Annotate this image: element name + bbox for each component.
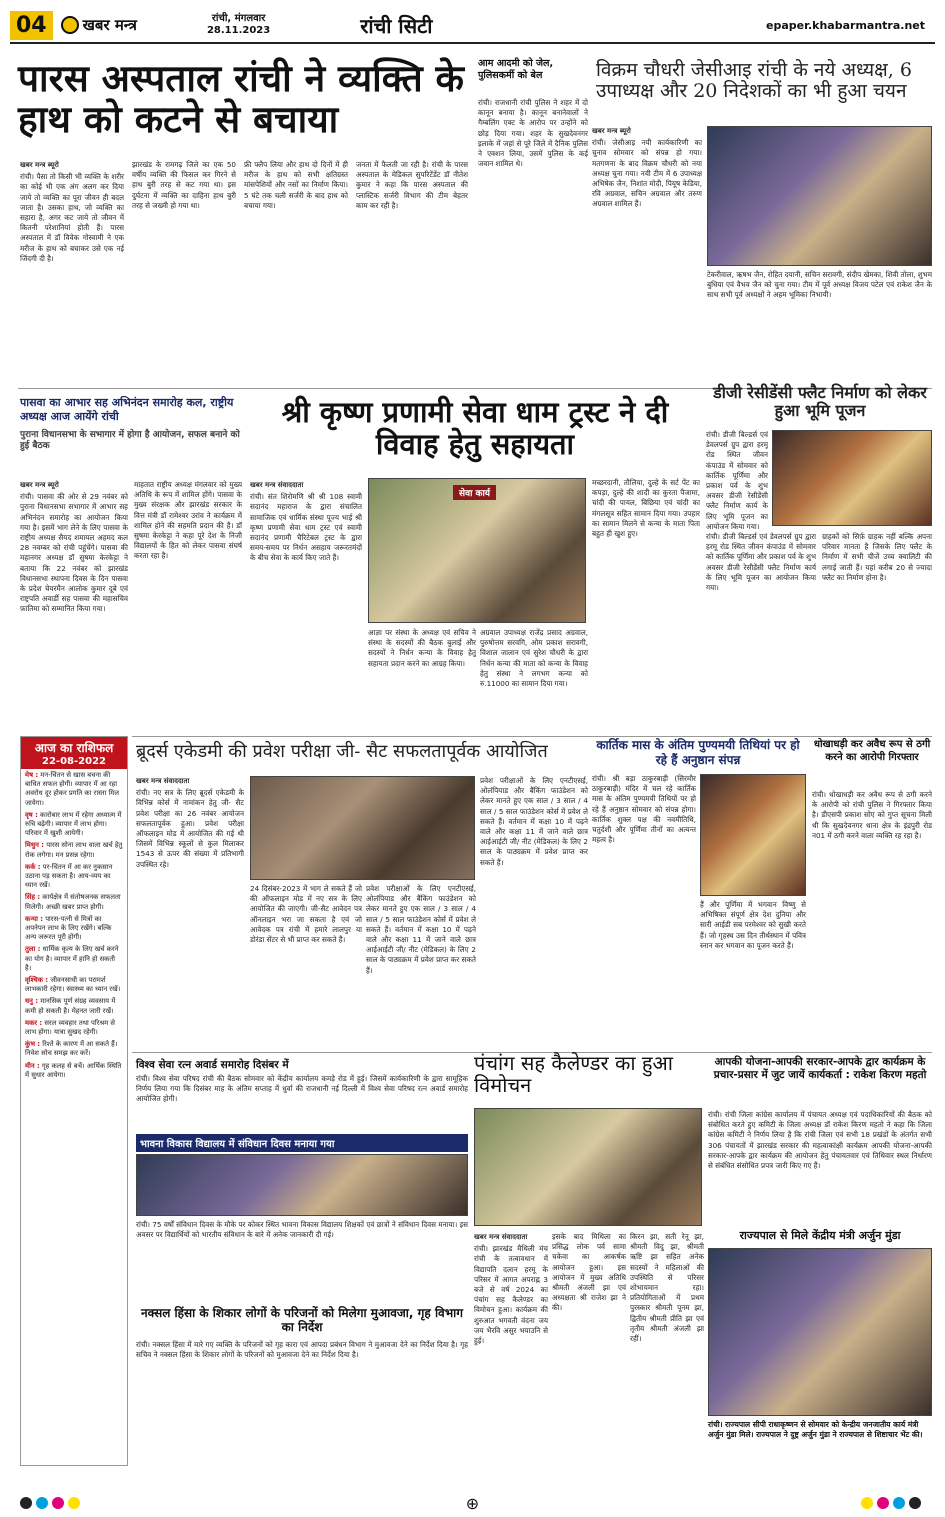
rashi-sign: मीन : bbox=[25, 1061, 40, 1070]
vishwa-body: रांची। विश्व सेवा परिषद रांची की बैठक सोमवार को केंद्रीय कार्यालय कमड़े रोड में हुई। जिसमें कार्यकारिणी के द्वारा सामूहिक निर्णय लिया गया कि दिसंबर माह के अंतिम सप्ताह में धुर्वा की राजधानी नई दिल्ली में विश्व सेवा परिषद रत्न अवार्ड समारोह आयोजित होगी। bbox=[136, 1074, 468, 1104]
rashi-text: पारस-पत्नी से मित्रों का अपनेपन लाभ के लिए रखेंगे। बल्कि अन्य जरूरत पूरी होगी। bbox=[25, 914, 112, 942]
panchang-byline: खबर मन्त्र संवाददाता bbox=[474, 1233, 528, 1241]
rashi-item bbox=[25, 841, 123, 859]
rashi-item bbox=[25, 863, 123, 891]
calendar-release-photo bbox=[474, 1108, 702, 1226]
panchang-col-1 bbox=[474, 1232, 548, 1466]
rashi-item bbox=[25, 811, 123, 839]
rashi-text: पर-चिंतन में आ कर नुकसान उठाना पड़ सकता है। आय-व्यय का ध्यान रखें। bbox=[25, 862, 113, 890]
pasva-col-1 bbox=[20, 480, 128, 730]
dg-col-2: रांची। डीजी बिल्डर्स एवं डेवलपर्स ग्रुप द्वारा हरमू रोड स्थित जीवन कंपाउंड में सोमवार को कार्तिक पूर्णिमा और प्रकाश पर्व के शुभ अवसर डीजी रेसीडेंसी फ्लैट निर्माण कार्य के लिए भूमि पूजन का आयोजन किया गया। bbox=[706, 532, 816, 593]
rashi-sign: वृश्चिक : bbox=[25, 976, 49, 985]
section-title: रांची सिटी bbox=[360, 13, 433, 38]
panchang-headline: पंचांग सह कैलेण्डर का हुआ विमोचन bbox=[474, 1051, 673, 1098]
bruders-col-4: प्रवेश परीक्षाओं के लिए एनटीएसई, ओलंपियाड और बैंकिंग फाउंडेशन को लेकर मानते हुए एक साल / 3 साल / 4 साल / 5 साल फाउंडेशन कोर्स में प्रवेश ले सकते हैं। वर्तमान में कक्षा 10 में पढ़ने वाले और कक्षा 11 में जाने वाले छात्र आईआईटी जी/ नीट (मेडिकल) के लिए 2 साल के पाठ्यक्रम में प्रवेश प्राप्त कर सकते हैं। bbox=[480, 776, 588, 867]
rashifal-box bbox=[20, 736, 128, 1466]
rashi-text: मन-चिंतन से खास बचना की बाधित सफल होगी। व्यापार में आ रहा अवरोध दूर होकर प्रगति का रास्ता मिल जायेगा। bbox=[25, 771, 119, 807]
paras-col-1 bbox=[20, 160, 124, 380]
rashi-sign: मकर : bbox=[25, 1018, 43, 1027]
exam-hall-photo bbox=[250, 776, 475, 880]
jci-group-photo bbox=[707, 126, 932, 266]
pranami-byline: खबर मन्त्र संवाददाता bbox=[250, 481, 304, 489]
rashi-text: रिश्ते के कारण में आ सकते हैं। निवेश सोच समझ कर करें। bbox=[25, 1040, 118, 1058]
kartik-col-2: हैं और पूर्णिमा में भगवान विष्णु से अभिषिक्त संपूर्ण क्षेत्र देश दुनिया और सारी आईडी सब परमेश्वर को सुखी करते हैं। जो गृहस्थ उस दिन तीर्थस्थान में पवित्र स्नान कर भगवान का पूजन करते हैं। bbox=[700, 900, 806, 950]
yellow-dot bbox=[68, 1497, 80, 1509]
masthead bbox=[10, 8, 935, 44]
brand-icon bbox=[61, 16, 79, 34]
rashi-item bbox=[25, 915, 123, 943]
pranami-col-1 bbox=[250, 480, 362, 730]
rashi-item bbox=[25, 945, 123, 973]
black-dot bbox=[909, 1497, 921, 1509]
issue-date: 28.11.2023 bbox=[206, 25, 271, 36]
photo-banner: सेवा कार्य bbox=[453, 485, 496, 500]
rashi-text: मानसिक पूर्ण संग्रह व्यवसाय में कमी हो सकती है। मेहनत जारी रखें। bbox=[25, 997, 116, 1015]
rashi-item bbox=[25, 997, 123, 1015]
rashi-text: सरल व्यवहार तथा परिश्रम से लाभ होगा। यात्रा सुखद रहेगी। bbox=[25, 1018, 115, 1037]
dg-col-3: ग्राहकों को सिर्फ़ ग्राहक नहीं बल्कि अपना परिवार मानता है जिसके लिए फ्लैट के निर्माण में सभी चीजें उच्च क्वालिटी की लगाई जाती हैं। यहां करीब 20 से ज्यादा फ्लैट का निर्माण होना है। bbox=[822, 532, 932, 582]
munda-headline: राज्यपाल से मिले केंद्रीय मंत्री अर्जुन मुंडा bbox=[739, 1229, 901, 1242]
bruders-col-2: 24 दिसंबर-2023 में भाग ले सकते हैं जो की ऑफलाइन मोड में नए सत्र के लिए आयोजित की जाएगी। जी-सैट आवेदन पत्र ऑनलाइन भरा जा सकता है एवं जो आवेदक पत्र रांची में हमारे लालपुर या डोरंडा सेंटर से भी प्राप्त कर सकते हैं। bbox=[250, 884, 362, 945]
vikram-col-2: टेकरीवाल, ऋषभ जैन, रोहित दयानी, सचिन सरावगी, संदीप खेमका, शिवी तोला, शुभम बुधिया एवं वैभव जैन को चुना गया। टीम में पूर्व अध्यक्ष विजय पटेल एवं राकेश जैन के साथ सभी पूर्व अध्यक्षों ने अहम भूमिका निभायी। bbox=[707, 270, 932, 300]
vikram-headline: विक्रम चौधरी जेसीआइ रांची के नये अध्यक्ष, 6 उपाध्यक्ष और 20 निदेशकों का भी हुआ चयन bbox=[596, 59, 912, 103]
rashifal-list bbox=[21, 769, 127, 1085]
vishwa-headline: विश्व सेवा रत्न अवार्ड समारोह दिसंबर में bbox=[136, 1059, 289, 1071]
pasva-col-2: माहतात राष्ट्रीय अध्यक्ष मंगलवार को मुख्य अतिथि के रूप में शामिल होंगे। पासवा के मुख्य संरक्षक और झारखंड सरकार के वित्त मंत्री डॉ रामेश्वर उरांव ने कार्यक्रम में शामिल होने की सहमति प्रदान की है। डॉ सुषमा केरकेट्टा ने कहा पूरे देश के निजी विद्यालयों के हित को लेकर पासवा संघर्ष करता रहा है। bbox=[134, 480, 242, 561]
panchang-body-1: रांची। झारखंड मैथिली मंच रांची के तत्वावधान में विद्यापति दलान हरमू के परिसर में आगत अपराह्न 3 बजे से वर्ष 2024 का पंचांग सह कैलेण्डर का विमोचन हुआ। कार्यक्रम की शुरुआत भगवती वंदना जय जय भैरवि असुर भयाउनि से हुई। bbox=[474, 1244, 548, 1346]
vikram-col-1 bbox=[592, 126, 702, 382]
rashi-sign: कर्क : bbox=[25, 862, 41, 871]
bruders-byline: खबर मन्त्र संवाददाता bbox=[136, 777, 190, 785]
dg-col-1: रांची। डीजी बिल्डर्स एवं डेवलपर्स ग्रुप द्वारा हरमू रोड स्थित जीवन कंपाउंड में सोमवार को कार्तिक पूर्णिमा और प्रकाश पर्व के शुभ अवसर डीजी रेसीडेंसी फ्लैट निर्माण कार्य के लिए भूमि पूजन का आयोजन किया गया। bbox=[706, 430, 768, 530]
black-dot bbox=[20, 1497, 32, 1509]
rashi-item bbox=[25, 893, 123, 911]
yellow-dot bbox=[861, 1497, 873, 1509]
school-students-photo bbox=[136, 1154, 468, 1216]
thagi-headline: धोखाधड़ी कर अवैध रूप से ठगी करने का आरोपी गिरफ्तार bbox=[813, 739, 931, 763]
magenta-dot bbox=[52, 1497, 64, 1509]
karyakram-body: रांची। रांची जिला कांग्रेस कार्यालय में पंचायत अध्यक्ष एवं पदाधिकारियों की बैठक को संबोधित करते हुए कमिटी के जिला अध्यक्ष डॉ राकेश किरण महतो ने कहा कि जिला कांग्रेस कमिटी ने निर्णय लिया है कि रांची जिला एवं सभी 18 प्रखंडों के अंतर्गत सभी 306 पंचायतों में झारखंड सरकार की महत्वाकांक्षी कार्यक्रम आपकी योजना-आपकी सरकार-आपके द्वार कार्यक्रम की आयोजन हेतु पंचायतवार एवं तिथिवार स्थल निर्धारण से संबंधित संसोधित प्रपत्र जारी किए गए हैं। bbox=[708, 1110, 932, 1171]
paras-body-1: रांची। पैसा तो किसी भी व्यक्ति के शरीर का कोई भी एक अंग अलग कर दिया जाये तो व्यक्ति का पूरा जीवन ही बदल जाता है। उसका हाथ, जो व्यक्ति का सहारा है, अगर कट जाये तो जीवन में कितनी परेशानियां होती हैं। पारस अस्पताल में डॉ विवेक गोस्वामी ने एक मरीज के हाथ को बचाकर उसे एक नई जिंदगी दी है। bbox=[20, 172, 124, 263]
pasva-subheadline: पुराना विधानसभा के सभागार में होगा है आयोजन, सफल बनाने को हुई बैठक bbox=[20, 430, 240, 451]
rashi-item bbox=[25, 1019, 123, 1037]
rashifal-title bbox=[21, 737, 127, 769]
rashi-item bbox=[25, 771, 123, 808]
pranami-col-3: अग्रवाल उपाध्यक्ष राजेंद्र प्रसाद अग्रवाल, पुरुषोत्तम सरवगि, ओम प्रकाश सरावगी, विशाल जालान एवं सुरेश चौधरी के द्वारा निर्धन कन्या की माता को कन्या के विवाह हेतु संस्था ने लगभग कन्या को रु.11000 का सामान दिया गया। bbox=[480, 628, 588, 689]
city-day: रांची, मंगलवार bbox=[211, 13, 266, 24]
bhavna-body: रांची। 75 वर्षों संविधान दिवस के मौके पर कोकर स्थित भावना विकास विद्यालय शिक्षकों एवं छात्रों ने संविधान दिवस मनाया। इस अवसर पर विद्यार्थियों को भारतीय संविधान के बारे में अनेक जानकारी दी गई। bbox=[136, 1220, 468, 1240]
cyan-dot bbox=[893, 1497, 905, 1509]
color-dots-left bbox=[20, 1494, 84, 1513]
rashi-sign: वृष : bbox=[25, 810, 38, 819]
kartik-headline: कार्तिक मास के अंतिम पुण्यमयी तिथियां पर हो रहे हैं अनुष्ठान संपन्न bbox=[596, 738, 800, 767]
thagi-body: रांची। धोखाधड़ी कर अवैध रूप से ठगी करने के आरोपी को रांची पुलिस ने गिरफ्तार किया है। डीएसपी प्रकाश सोए को गुप्त सूचना मिली थी कि सुखदेवनगर थाना क्षेत्र के इंद्रपुरी रोड न01 में ठगी करने वाला व्यक्ति रह रहा है। bbox=[812, 790, 932, 840]
pranami-col-2: आज्ञा पर संस्था के अध्यक्ष एवं सचिव ने संस्था के सदस्यों की बैठक बुलाई और सदस्यों ने निर्धन कन्या के विवाह हेतु सहायता प्रदान करने का आग्रह किया। bbox=[368, 628, 476, 668]
rashi-item bbox=[25, 1040, 123, 1058]
rashi-sign: मेष : bbox=[25, 771, 39, 779]
footer-registration-marks bbox=[0, 1490, 945, 1517]
rashifal-heading: आज का राशिफल bbox=[34, 741, 114, 755]
pasva-body: रांची। पासवा की ओर से 29 नवंबर को पुराना विधानसभा सभागार में आभार सह अभिनंदन समारोह का आयोजन किया गया है। इसमें भाग लेने के लिए पासवा के राष्ट्रीय अध्यक्ष सैयद शमायल अहमद कल 28 नवम्बर को रांची पहुंचेंगे। पासवा की महानगर अध्यक्ष डॉ सुषमा केरकेट्टा ने बताया कि 22 नवंबर को झारखंड विधानसभा स्थापना दिवस के दिन पासवा के प्रदेश चेयरमैन आलोक कुमार दूबे एवं राष्ट्रपति अवार्डी सह पासवा की महासचिव फ़ातिमा को सम्मानित किया गया। bbox=[20, 492, 128, 614]
rashi-text: कार्यक्षेत्र में संतोषजनक सफलता मिलेगी। अच्छी खबर प्राप्त होगी। bbox=[25, 893, 121, 911]
pranami-headline: श्री कृष्ण प्रणामी सेवा धाम ट्रस्ट ने दी विवाह हेतु सहायता bbox=[281, 395, 669, 462]
bruders-col-3: प्रवेश परीक्षाओं के लिए एनटीएसई, ओलंपियाड और बैंकिंग फाउंडेशन को लेकर मानते हुए एक साल / 3 साल / 4 साल / 5 साल फाउंडेशन कोर्स में प्रवेश ले सकते हैं। वर्तमान में कक्षा 10 में पढ़ने वाले और कक्षा 11 में जाने वाले छात्र आईआईटी जी/ नीट (मेडिकल) के लिए 2 साल के पाठ्यक्रम में प्रवेश प्राप्त कर सकते हैं। bbox=[366, 884, 476, 975]
paras-byline: खबर मन्त्र ब्यूरो bbox=[20, 161, 59, 169]
vikram-byline: खबर मन्त्र ब्यूरो bbox=[592, 127, 631, 135]
color-dots-right bbox=[861, 1494, 925, 1513]
rashi-sign: कुंभ : bbox=[25, 1040, 41, 1049]
epaper-link[interactable]: epaper.khabarmantra.net bbox=[766, 18, 925, 32]
rashifal-date: 22-08-2022 bbox=[42, 756, 106, 767]
panchang-col-3: किरन झा, सती रेनू झा, श्रीमती विदु झा, श्रीमती ऋष्टि झा सहित अनेक सदस्यों ने महिलाओं की उपस्थिति से परिसर शोभायमान रहा। प्रतियोगिताओं में प्रथम पुरस्कार श्रीमती पूनम झा, द्वितीय श्रीमती प्रीति झा एवं तृतीय श्रीमती अंजली झा रहीं। bbox=[630, 1232, 704, 1344]
paras-col-3: फ्री फ्लैप लिया और हाथ दो दिनों में ही मरीज के हाथ को सभी क्षतिग्रस्त मांसपेशियों और नसों का निर्माण किया। 5 घंटे तक चली सर्जरी के बाद हाथ को बचाया गया। bbox=[244, 160, 348, 210]
magenta-dot bbox=[877, 1497, 889, 1509]
pasva-byline: खबर मन्त्र ब्यूरो bbox=[20, 481, 59, 489]
rashi-sign: सिंह : bbox=[25, 893, 41, 902]
naxal-headline: नक्सल हिंसा के शिकार लोगों के परिजनों को मिलेगा मुआवजा, गृह विभाग का निर्देश bbox=[140, 1306, 464, 1334]
rashi-sign: तुला : bbox=[25, 945, 41, 954]
brand-name: खबर मन्त्र bbox=[82, 16, 137, 34]
temple-deity-photo bbox=[700, 774, 806, 896]
karyakram-headline: आपकी योजना-आपकी सरकार-आपके द्वार कार्यक्रम के प्रचार-प्रसार में जुट जायें कार्यकर्ता : राकेश किरण महतो bbox=[713, 1056, 927, 1081]
rashi-item bbox=[25, 1062, 123, 1080]
pranami-photo bbox=[368, 478, 586, 623]
bruders-headline: ब्रूदर्स एकेडमी की प्रवेश परीक्षा जी- सैट सफलतापूर्वक आयोजित bbox=[136, 741, 548, 762]
divider bbox=[132, 736, 932, 737]
dg-headline: डीजी रेसीडेंसी फ्लैट निर्माण को लेकर हुआ भूमि पूजन bbox=[713, 383, 927, 420]
paras-col-2: झारखंड के रामगढ़ जिले का एक 50 वर्षीय व्यक्ति की फिसल कर गिरने से हाथ बुरी तरह से कट गया था। इस दुर्घटना में व्यक्ति का दाहिना हाथ बुरी तरह से जख्मी हो गया था। bbox=[132, 160, 236, 210]
dateline bbox=[207, 13, 270, 37]
kartik-col-1: रांची। श्री बड़ा ठाकुरबाड़ी (सिरमौर ठाकुरबाड़ी) मंदिर में चल रहे कार्तिक मास के अंतिम पुण्यमयी तिथियों पर हो रहे हैं अनुष्ठान सोमवार को संपन्न होगा। कार्तिक शुक्ल पक्ष की नवमीतिथि, चतुर्दशी और पूर्णिमा तीनों का अत्यन्त महत्व है। bbox=[592, 774, 696, 845]
bruders-body-1: रांची। नए सत्र के लिए ब्रूदर्स एकेडमी के विभिन्न कोर्स में नामांकन हेतु जी- सैट प्रवेश परीक्षा का 26 नवंबर आयोजन सफलतापूर्वक हुआ। प्रवेश परीक्षा ऑफलाइन मोड में आयोजित की गई थी जिसमें विभिन्न स्कूलों से कुल मिलाकर 1543 से ऊपर की संख्या में प्रतिभागी उपस्थित रहे। bbox=[136, 788, 244, 869]
rashi-text: कारोबार लाभ में रहेगा अध्यात्म में रुचि बढ़ेगी। व्यापार में लाभ होगा। परिवार में खुशी आयेगी। bbox=[25, 810, 122, 838]
vikram-body: रांची। जेसीआइ नयी कार्यकारिणी का चुनाव सोमवार को संपन्न हो गया। मतगणना के बाद विक्रम चौधरी को नया अध्यक्ष चुना गया। नयी टीम में 6 उपाध्यक्ष अभिषेक जैन, निशांत मोदी, पियूष केडिया, रवि अग्रवाल, सचिन अग्रवाल और तरुण अग्रवाल शामिल हैं। bbox=[592, 138, 702, 209]
bruders-col-1 bbox=[136, 776, 244, 1048]
rashi-sign: मिथुन : bbox=[25, 841, 45, 850]
panchang-col-2: इसके बाद मिथिला का प्रसिद्ध लोक पर्व सामा चकेवा का आकर्षक आयोजन हुआ। इस आयोजन में मुख्य अतिथि श्रीमती अंजली झा एवं अध्यक्षता श्री राजेश झा ने की। bbox=[552, 1232, 626, 1313]
pranami-body-1: रांची। संत शिरोमणि श्री श्री 108 स्वामी सदानंद महाराज के द्वारा संचालित सामाजिक एवं धार्मिक संस्था पूज्य भाई श्री कृष्ण प्रणामी सेवा धाम ट्रस्ट एवं स्वामी सदानंद प्रणामी चैरिटेबल ट्रस्ट के द्वारा समय-समय पर निर्धन असहाय जरूरतमंदों के बीच सेवा के कार्य किए जाते हैं। bbox=[250, 492, 362, 563]
rashi-text: गृह कलह से बचें। आर्थिक स्थिति में सुधार आयेगा। bbox=[25, 1061, 122, 1079]
registration-crosshair-icon: ⊕ bbox=[465, 1494, 480, 1513]
paras-col-4: जनता में फैलती जा रही है। रांची के पारस अस्पताल के मेडिकल सुपरिटेंडेंट डॉ नीतेश कुमार ने कहा कि पारस अस्पताल की प्लास्टिक सर्जरी विभाग की टीम बेहतर काम कर रही है। bbox=[356, 160, 468, 210]
police-body: रांची। राजधानी रांची पुलिस ने शहर में दो कानून बनाया है। कानून बनानेवालों ने गैम्बलिंग एक्ट के आरोप पर उन्होंने को छोड़ दिया गया। शहर के सुखदेवनगर इलाके में जहां से पूरे जिले में दैनिक पुलिस ने एक्शन लिया, उसमें पुलिस के कई जवान शामिल थे। bbox=[478, 98, 588, 169]
munda-caption: रांची। राज्यपाल सीपी राधाकृष्णन से सोमवार को केन्द्रीय जनजातीय कार्य मंत्री अर्जुन मुंडा मिले। राज्यपाल ने दुष्ट्र अर्जुन मुंडा ने राज्यपाल से शिष्टाचार भेंट की। bbox=[708, 1420, 923, 1439]
rashi-text: जीवनसाथी का परामर्श लाभकारी रहेगा। स्वास्थ्य का ध्यान रखें। bbox=[25, 976, 121, 994]
page-number: 04 bbox=[10, 11, 53, 40]
rashi-text: धार्मिक कृत्य के लिए खर्च करने का योग है। व्यापार में हानि हो सकती है। bbox=[25, 945, 119, 972]
paras-headline: पारस अस्पताल रांची ने व्यक्ति के हाथ को कटने से बचाया bbox=[18, 56, 464, 142]
dg-bhoomi-pujan-photo bbox=[772, 430, 932, 526]
governor-meeting-photo bbox=[708, 1248, 932, 1416]
rashi-sign: धनु : bbox=[25, 997, 39, 1006]
pranami-col-4: मच्छरदानी, तौलिया, दुल्हे के सर्ट पेंट का कपड़ा, दुल्हे की शादी का कुरता पैजामा, चांदी की पायल, बिछिया एवं चांदी का मंगलसूत्र सहित सामान दिया गया। उपहार का सामान मिलने से कन्या के माता पिता बहुत ही खुश हुए। bbox=[592, 478, 700, 539]
rashi-text: पारस सोना लाभ वाला खर्च हेतु रोक लगेगा। मन प्रसन्न रहेगा। bbox=[25, 841, 123, 859]
rashi-item bbox=[25, 976, 123, 994]
rashi-sign: कन्या : bbox=[25, 914, 44, 923]
police-headline: आम आदमी को जेल, पुलिसकर्मी को बेल bbox=[478, 58, 554, 81]
cyan-dot bbox=[36, 1497, 48, 1509]
brand-logo bbox=[61, 15, 137, 35]
bhavna-headline: भावना विकास विद्यालय में संविधान दिवस मनाया गया bbox=[136, 1134, 468, 1152]
pasva-headline: पासवा का आभार सह अभिनंदन समारोह कल, राष्ट्रीय अध्यक्ष आज आयेंगे रांची bbox=[20, 396, 234, 423]
naxal-body: रांची। नक्सल हिंसा में मारे गए व्यक्ति के परिजनों को गृह कारा एवं आपदा प्रबंधन विभाग ने मुआवजा देने का निर्देश दिया है। गृह सचिव ने नक्सल हिंसा के शिकार लोगों के परिजनों को मुआवजा देने का निर्देश दिया है। bbox=[136, 1340, 468, 1360]
